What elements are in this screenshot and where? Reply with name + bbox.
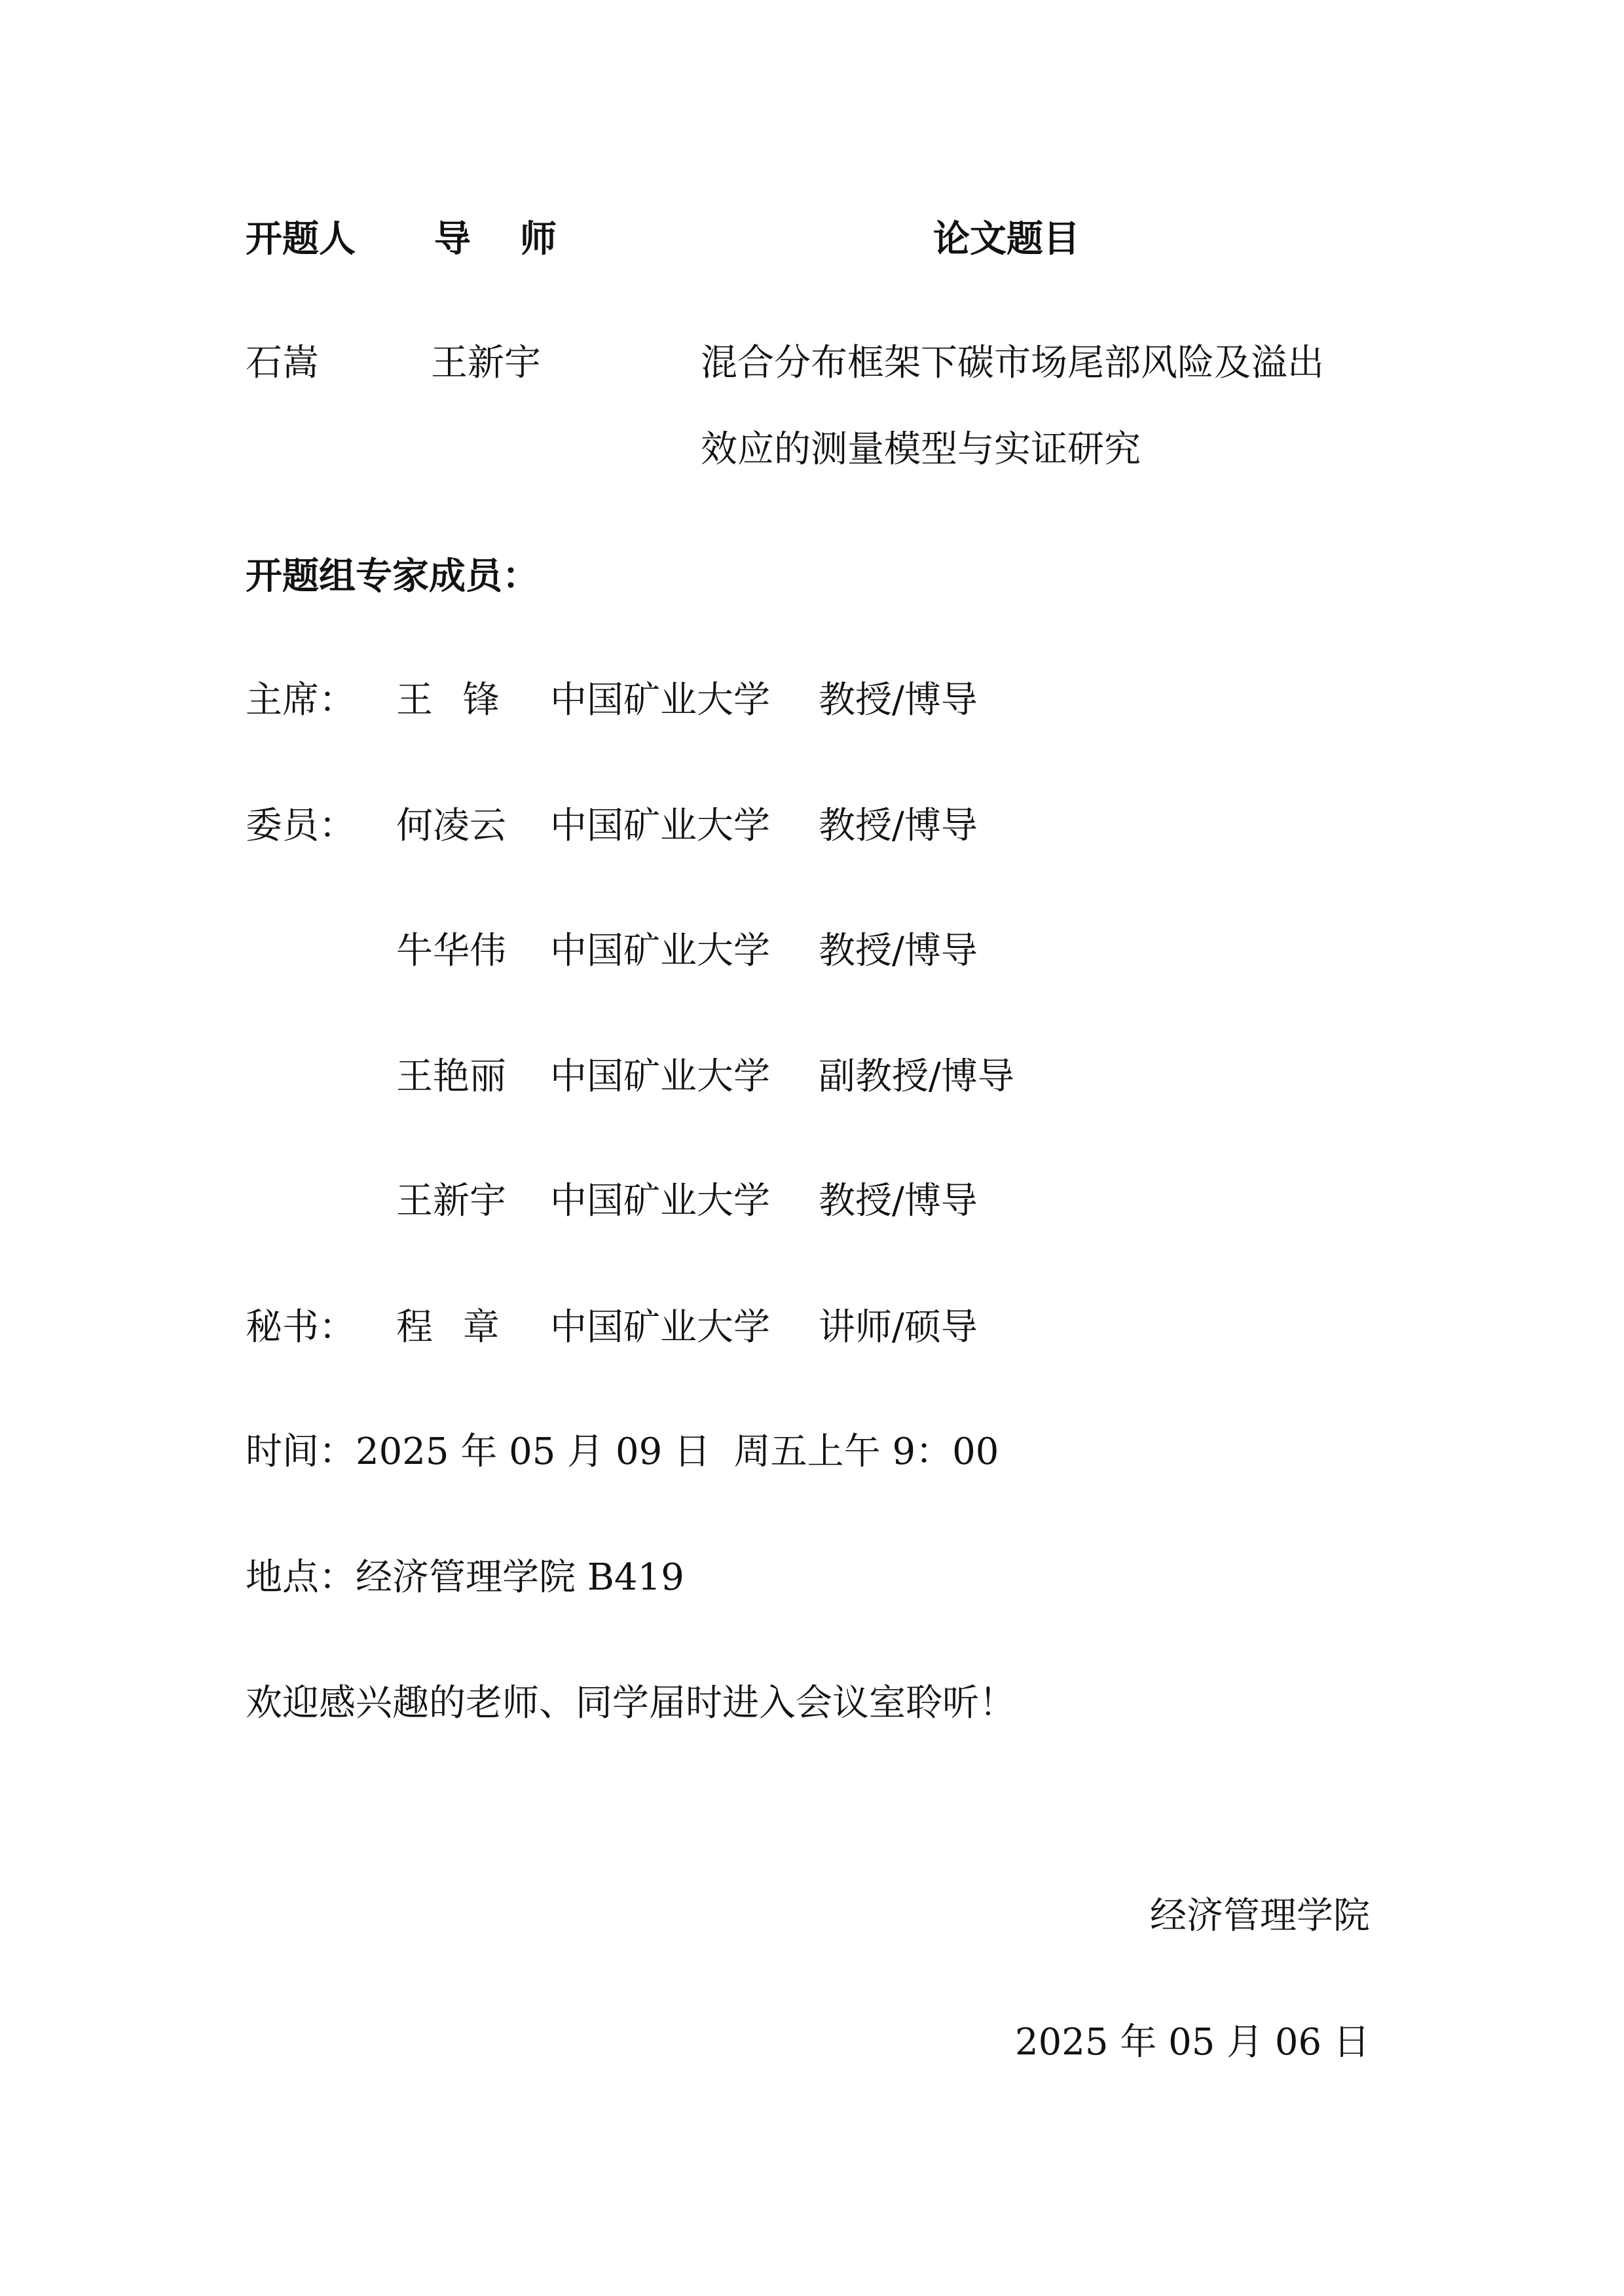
- member-name: 牛华伟: [396, 930, 506, 972]
- thesis-title-header: 论文题目: [933, 217, 1080, 261]
- secretary-name: 程 章: [396, 1306, 509, 1349]
- members-role: 委员：: [246, 805, 356, 847]
- chair-role: 主席：: [246, 679, 356, 721]
- member-title: 教授/博导: [819, 805, 978, 847]
- secretary-title: 讲师/硕导: [819, 1306, 978, 1349]
- thesis-title-line-2: 效应的测量模型与实证研究: [701, 428, 1141, 471]
- presenter-header: 开题人: [246, 217, 356, 261]
- secretary-role: 秘书：: [246, 1306, 356, 1349]
- secretary-org: 中国矿业大学: [550, 1306, 770, 1349]
- signature-date: 2025 年 05 月 06 日: [1014, 2021, 1370, 2064]
- member-name: 何凌云: [396, 805, 506, 847]
- member-org: 中国矿业大学: [550, 1180, 770, 1222]
- chair-name: 王 锋: [396, 679, 509, 721]
- advisor-header: 导 师: [434, 217, 564, 261]
- signature-org: 经济管理学院: [1150, 1895, 1370, 1937]
- chair-org: 中国矿业大学: [550, 679, 770, 721]
- thesis-title-line-1: 混合分布框架下碳市场尾部风险及溢出: [701, 342, 1324, 384]
- member-title: 教授/博导: [819, 1180, 978, 1222]
- meeting-place: 地点：经济管理学院 B419: [246, 1556, 684, 1599]
- member-name: 王艳丽: [396, 1055, 506, 1098]
- welcome-text: 欢迎感兴趣的老师、同学届时进入会议室聆听！: [246, 1682, 1016, 1724]
- member-org: 中国矿业大学: [550, 930, 770, 972]
- member-title: 副教授/博导: [819, 1055, 1014, 1098]
- chair-title: 教授/博导: [819, 679, 978, 721]
- committee-heading: 开题组专家成员：: [246, 555, 539, 598]
- member-name: 王新宇: [396, 1180, 506, 1222]
- member-org: 中国矿业大学: [550, 1055, 770, 1098]
- presenter-name: 石嵩: [246, 342, 319, 384]
- member-title: 教授/博导: [819, 930, 978, 972]
- meeting-time: 时间：2025 年 05 月 09 日 周五上午 9：00: [246, 1430, 999, 1473]
- advisor-name: 王新宇: [431, 342, 541, 384]
- member-org: 中国矿业大学: [550, 805, 770, 847]
